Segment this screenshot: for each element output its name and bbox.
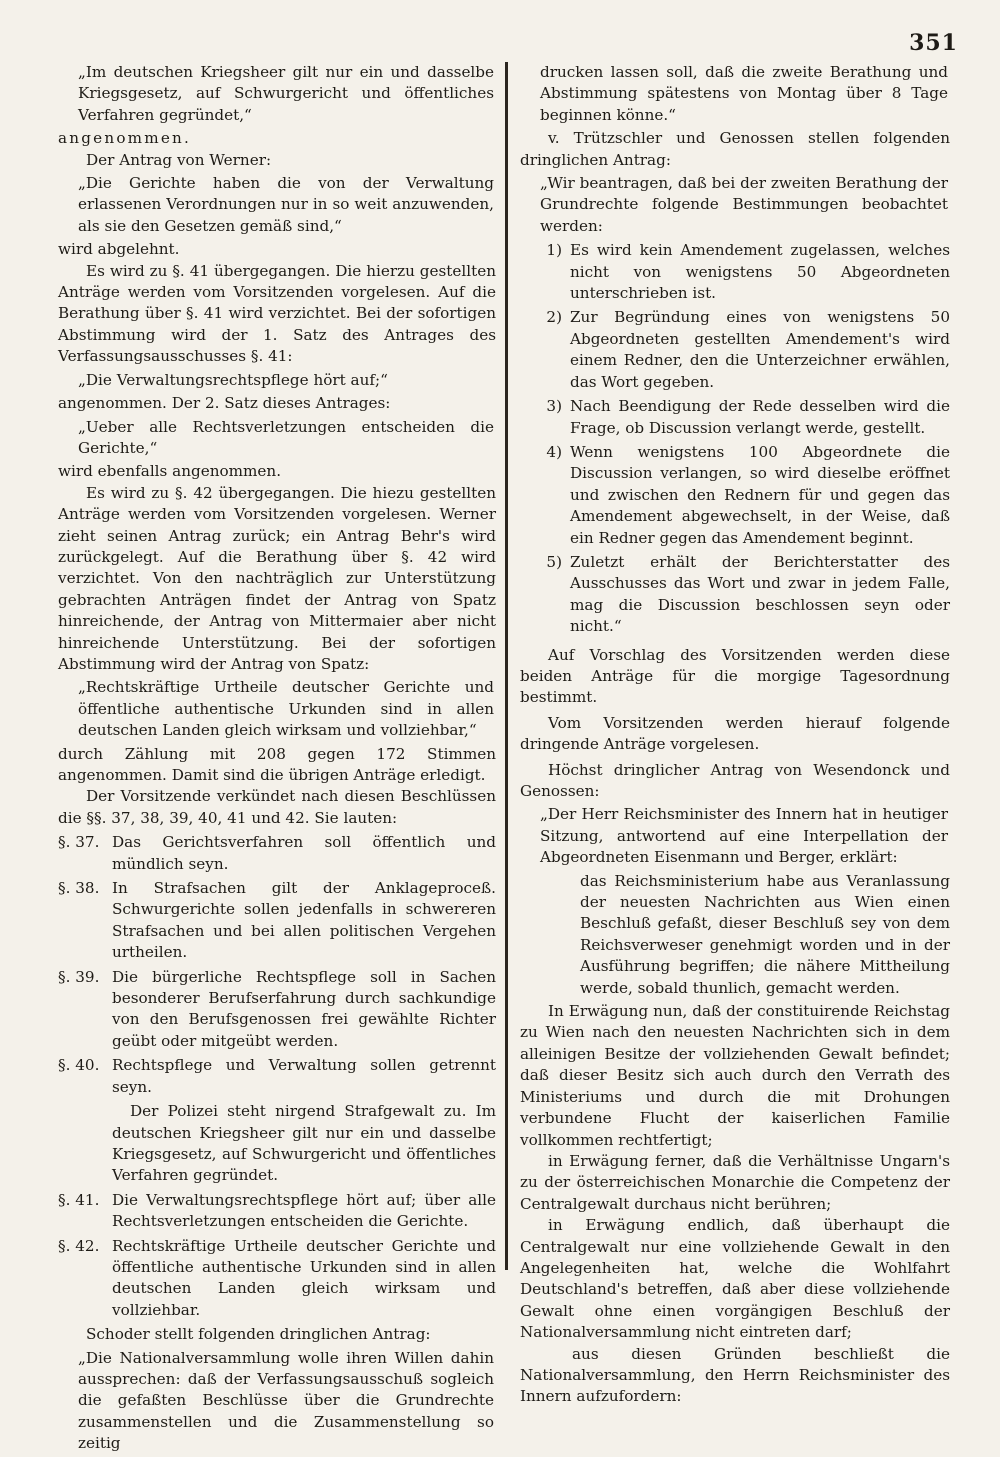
column-divider <box>505 62 508 1270</box>
item-number: 5) <box>546 552 562 571</box>
item-number: 3) <box>546 397 562 416</box>
section-label: §. 42. <box>58 1236 100 1255</box>
numbered-item <box>520 307 950 393</box>
section-label: §. 41. <box>58 1190 100 1209</box>
item-text: Nach Beendigung der Rede desselben wird die Frage, ob Discussion verlangt werde, gestellt. <box>570 397 950 437</box>
quote-reichsministerium: das Reichsministerium habe aus Veranlassung der neuesten Nachrichten aus Wien einen Beschluß gefaßt, dieser Beschluß sey von dem Reichsverweser genehmigt worden und in der Ausführung begriffen; die nähere Mittheilung werde, sobald thunlich, gemacht werden. <box>580 871 950 997</box>
right-column <box>520 60 950 1408</box>
section-text: In Strafsachen gilt der Anklageproceß. Schwurgerichte sollen jedenfalls in schwereren Strafsachen und bei allen politischen Vergehen urtheilen. <box>112 879 496 962</box>
result-angenommen-satz: angenommen. Der 2. Satz dieses Antrages: <box>58 394 391 413</box>
wesendonck-intro: Höchst dringlicher Antrag von Wesendonck und Genossen: <box>520 760 950 800</box>
numbered-item <box>520 240 950 304</box>
quote-kriegsheer: „Im deutschen Kriegsheer gilt nur ein und dasselbe Kriegsgesetz, auf Schwurgericht und öffentliches Verfahren gegründet,“ <box>78 63 494 124</box>
section-label: §. 39. <box>58 967 100 986</box>
section-entry <box>58 1236 496 1322</box>
section-text: Das Gerichtsverfahren soll öffentlich und mündlich seyn. <box>112 833 496 873</box>
section-entry <box>58 878 496 964</box>
numbered-item <box>520 442 950 549</box>
result-ebenfalls: wird ebenfalls angenommen. <box>58 462 282 481</box>
paragraph-erwaegung-1: In Erwägung nun, daß der constituirende Reichstag zu Wien nach den neuesten Nachrichten sich in dem alleinigen Besitze der vollziehenden Gewalt befindet; daß dieser Besitz sich auch durch den Verrath des Ministeriums und durch die mit Drohungen verbundene Flucht der kaiserlichen Familie vollkommen rechtfertigt; <box>520 1002 950 1149</box>
paragraph-verkuendet: Der Vorsitzende verkündet nach diesen Beschlüssen die §§. 37, 38, 39, 40, 41 und 42. Sie lauten: <box>58 787 496 827</box>
left-column <box>58 60 496 1457</box>
paragraph-vorgelesen: Vom Vorsitzenden werden hierauf folgende dringende Anträge vorgelesen. <box>520 713 950 754</box>
section-entry <box>58 1190 496 1233</box>
section-text: Rechtskräftige Urtheile deutscher Gerichte und öffentliche authentische Urkunden sind in allen deutschen Landen gleich wirksam und vollziehbar. <box>112 1236 496 1319</box>
item-text: Wenn wenigstens 100 Abgeordnete die Discussion verlangen, so wird dieselbe eröffnet und zwischen den Rednern für und gegen das Amendement abgewechselt, in der Weise, daß ein Redner gegen das Amendement beginnt. <box>570 442 950 547</box>
section-text: Die bürgerliche Rechtspflege soll in Sachen besonderer Berufserfahrung durch sachkundige von den Berufsgenossen frei gewählte Richter geübt oder mitgeübt werden. <box>112 967 496 1050</box>
result-abgelehnt: wird abgelehnt. <box>58 240 180 259</box>
paragraph-gruenden: aus diesen Gründen beschließt die Nationalversammlung, den Herrn Reichsminister des Innern aufzufordern: <box>520 1344 950 1406</box>
paragraph-section-41: Es wird zu §. 41 übergegangen. Die hierzu gestellten Anträge werden vom Vorsitzenden vorgelesen. Auf die Berathung über §. 41 wird verzichtet. Bei der sofortigen Abstimmung wird der 1. Satz des Antrages des Verfassungsausschusses §. 41: <box>58 261 496 366</box>
page-number: 351 <box>909 30 958 56</box>
numbered-item <box>520 552 950 638</box>
numbered-item <box>520 396 950 439</box>
paragraph-erwaegung-2: in Erwägung ferner, daß die Verhältnisse Ungarn's zu der österreichischen Monarchie die Competenz der Centralgewalt durchaus nicht berühren; <box>520 1151 950 1213</box>
quote-ueber-alle: „Ueber alle Rechtsverletzungen entscheiden die Gerichte,“ <box>78 417 494 457</box>
item-text: Zuletzt erhält der Berichterstatter des Ausschusses das Wort und zwar in jedem Falle, mag die Discussion beschlossen seyn oder nicht.“ <box>570 552 950 636</box>
result-angenommen: angenommen. <box>58 129 192 148</box>
quote-spatz: „Rechtskräftige Urtheile deutscher Gerichte und öffentliche authentische Urkunden sind in allen deutschen Landen gleich wirksam und vollziehbar,“ <box>78 678 494 740</box>
paragraph-erwaegung-3: in Erwägung endlich, daß überhaupt die Centralgewalt nur eine vollziehende Gewalt in den Angelegenheiten hat, welche die Wohlfahrt Deutschland's betreffen, daß aber diese vollziehende Gewalt ohne einen vorgängigen Beschluß der Nationalversammlung nicht eintreten darf; <box>520 1216 950 1342</box>
schoder-intro: Schoder stellt folgenden dringlichen Antrag: <box>86 1325 431 1344</box>
paragraph-vorschlag: Auf Vorschlag des Vorsitzenden werden diese beiden Anträge für die morgige Tagesordnung bestimmt. <box>520 645 950 707</box>
quote-werner: „Die Gerichte haben die von der Verwaltung erlassenen Verordnungen nur in so weit anzuwenden, als sie den Gesetzen gemäß sind,“ <box>78 174 494 235</box>
quote-schoder-continued: drucken lassen soll, daß die zweite Berathung und Abstimmung spätestens von Montag über 8 Tage beginnen könne.“ <box>540 63 948 124</box>
item-text: Es wird kein Amendement zugelassen, welches nicht von wenigstens 50 Abgeordneten unterschrieben ist. <box>570 241 950 303</box>
quote-beantragen: „Wir beantragen, daß bei der zweiten Berathung der Grundrechte folgende Bestimmungen beobachtet werden: <box>540 174 948 235</box>
section-text: Die Verwaltungsrechtspflege hört auf; über alle Rechtsverletzungen entscheiden die Gerichte. <box>112 1190 496 1231</box>
quote-verwaltung: „Die Verwaltungsrechtspflege hört auf;“ <box>78 370 388 389</box>
paragraph-zaehlung: durch Zählung mit 208 gegen 172 Stimmen angenommen. Damit sind die übrigen Anträge erledigt. <box>58 744 496 784</box>
quote-schoder: „Die Nationalversammlung wolle ihren Willen dahin aussprechen: daß der Verfassungsausschuß sogleich die gefaßten Beschlüsse über die Grundrechte zusammenstellen und die Zusammenstellung so zeitig <box>78 1348 494 1453</box>
section-entry <box>58 1055 496 1098</box>
item-number: 1) <box>546 241 562 260</box>
item-number: 4) <box>546 442 562 461</box>
item-number: 2) <box>546 308 562 327</box>
truetzschler-intro: v. Trützschler und Genossen stellen folgenden dringlichen Antrag: <box>520 129 950 169</box>
werner-intro: Der Antrag von Werner: <box>86 150 272 169</box>
item-text: Zur Begründung eines von wenigstens 50 Abgeordneten gestellten Amendement's wird einem Redner, den die Unterzeichner erwählen, das Wort gegeben. <box>570 308 950 391</box>
section-entry <box>58 832 496 875</box>
quote-reichsminister: „Der Herr Reichsminister des Innern hat in heutiger Sitzung, antwortend auf eine Interpellation der Abgeordneten Eisenmann und Berger, erklärt: <box>540 805 948 867</box>
section-label: §. 37. <box>58 833 100 852</box>
section-text: Rechtspflege und Verwaltung sollen getrennt seyn. <box>112 1056 496 1096</box>
paragraph-section-42: Es wird zu §. 42 übergegangen. Die hiezu gestellten Anträge werden vom Vorsitzenden vorgelesen. Werner zieht seinen Antrag zurück; ein Antrag Behr's wird zurückgelegt. Auf die Berathung über §. 42 wird verzichtet. Von den nachträglich zur Unterstützung gebrachten Anträgen findet der Antrag von Spatz hinreichende, der Antrag von Mittermaier aber nicht hinreichende Unterstützung. Bei der sofortigen Abstimmung wird der Antrag von Spatz: <box>58 483 496 673</box>
section-label: §. 40. <box>58 1056 100 1075</box>
section-label: §. 38. <box>58 879 100 898</box>
section-40-continuation: Der Polizei steht nirgend Strafgewalt zu. Im deutschen Kriegsheer gilt nur ein und dasselbe Kriegsgesetz, auf Schwurgericht und öffentliches Verfahren gegründet. <box>112 1102 496 1185</box>
section-entry <box>58 967 496 1053</box>
